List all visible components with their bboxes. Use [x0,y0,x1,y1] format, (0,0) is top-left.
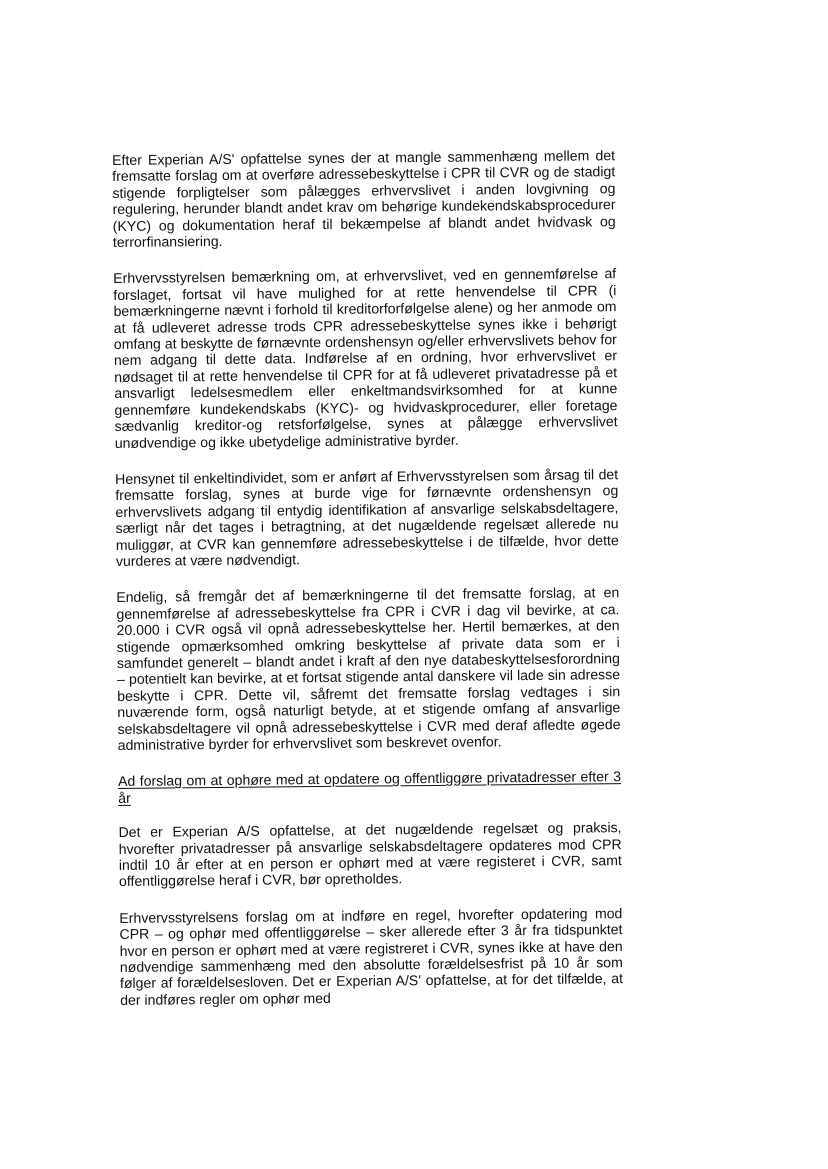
paragraph-cpr-request: Erhvervsstyrelsen bemærkning om, at erhvervslivet, ved en gennemførelse af forslaget, fortsat vil have mulighed for at rette henvendelse til CPR (i bemærkningerne nævnt i forhold til kreditorforfølgelse alene) og her anmode om at få udleveret adresse trods CPR adressebeskyttelse synes ikke i behørigt omfang at beskytte de førnævnte ordenshensyn og/eller erhvervslivets behov for nem adgang til dette data. Indførelse af en ordning, hvor erhvervslivet er nødsaget til at rette henvendelse til CPR for at få udleveret privatadresse på et ansvarligt ledelsesmedlem eller enkeltmandsvirksomhed for at kunne gennemføre kundekendskabs (KYC)- og hvidvaskprocedurer, eller foretage sædvanlig kreditor-og retsforfølgelse, synes at pålægge erhvervslivet unødvendige og ikke ubetydelige administrative byrder. [113,265,618,451]
paragraph-kyc-consistency: Efter Experian A/S' opfattelse synes der at mangle sammenhæng mellem det fremsatte forslag om at overføre adressebeskyttelse i CPR til CVR og de stadigt stigende forpligtelser som pålægges erhvervslivet i anden lovgivning og regulering, herunder blandt andet krav om behørige kundekendskabsprocedurer (KYC) og dokumentation heraf til bekæmpelse af blandt andet hvidvask og terrorfinansiering. [112,147,616,251]
paragraph-three-year-proposal: Erhvervsstyrelsens forslag om at indføre en regel, hvorefter opdatering mod CPR – og ophør med offentliggørelse – sker allerede efter 3 år fra tidspunktet hvor en person er ophørt med at være registreret i CVR, synes ikke at have den nødvendige sammenhæng med den absolutte forældelsesfrist på 10 år som følger af forældelsesloven. Det er Experian A/S' opfattelse, at for det tilfælde, at der indføres regler om ophør med [119,904,624,1008]
paragraph-individual-consideration: Hensynet til enkeltindividet, som er anført af Erhvervsstyrelsen som årsag til det fremsatte forslag, synes at burde vige for førnævnte ordenshensyn og erhvervslivets adgang til entydig identifikation af ansvarlige selskabsdeltagere, særligt når det tages i betragtning, at det nugældende regelsæt allerede nu muliggør, at CVR kan gennemføre adressebeskyttelse i de tilfælde, hvor dette vurderes at være nødvendigt. [115,466,619,569]
document-body [112,147,623,1028]
section-heading: Ad forslag om at ophøre med at opdatere og offentliggøre privatadresser efter 3 år [117,768,622,806]
paragraph-protection-volume: Endelig, så fremgår det af bemærkningerne til det fremsatte forslag, at en gennemførelse af adressebeskyttelse fra CPR i CVR i dag vil bevirke, at ca. 20.000 i CVR også vil opnå adressebeskyttelse her. Hertil bemærkes, at den stigende opmærksomhed omkring beskyttelse af private data som er i samfundet generelt – blandt andet i kraft af den nye databeskyttelsesforordning – potentielt kan bevirke, at et fortsat stigende antal danskere vil lade sin adresse beskytte i CPR. Dette vil, såfremt det fremsatte forslag vedtages i sin nuværende form, også naturligt betyde, at et stigende omfang af ansvarlige selskabsdeltagere vil opnå adressebeskyttelse i CVR med deraf afledte øgede administrative byrder for erhvervslivet som beskrevet ovenfor. [116,584,621,753]
paragraph-current-rules: Det er Experian A/S opfattelse, at det nugældende regelsæt og praksis, hvorefter privatadresser på ansvarlige selskabsdeltagere opdateres mod CPR indtil 10 år efter at en person er ophørt med at være registeret i CVR, samt offentliggørelse heraf i CVR, bør opretholdes. [118,819,622,890]
